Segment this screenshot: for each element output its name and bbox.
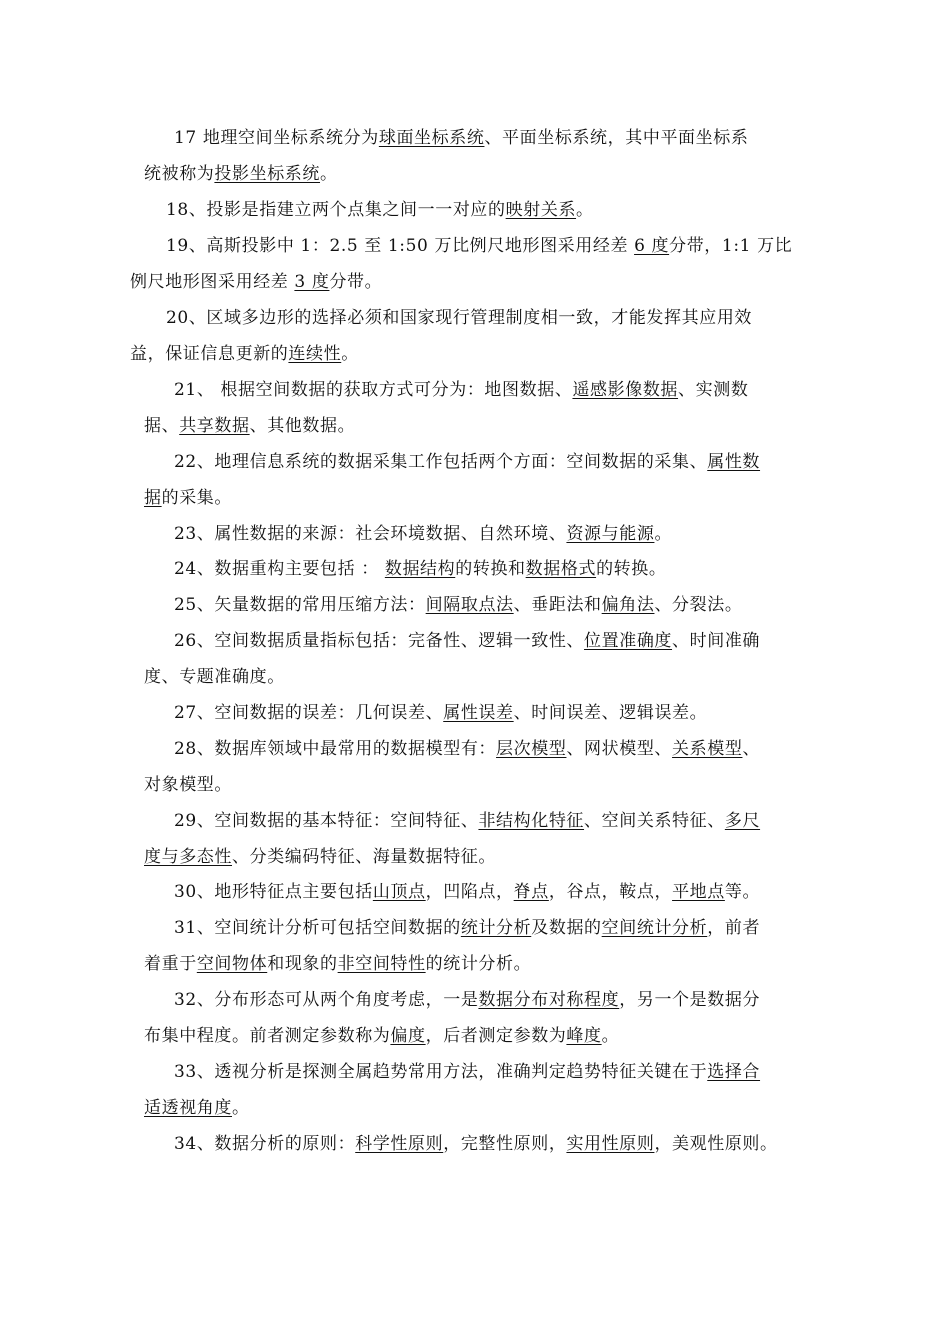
text-line [174, 803, 760, 839]
question-text: 21、 根据空间数据的获取方式可分为：地图数据、 [174, 380, 573, 400]
question-text: 27、空间数据的误差：几何误差、 [174, 703, 444, 723]
text-line [144, 1090, 250, 1126]
answer-blank: 平地点 [672, 882, 725, 902]
answer-blank: 属性数 [707, 452, 761, 472]
question-text: 、时间误差、逻辑误差。 [513, 703, 708, 723]
text-line [144, 659, 285, 695]
question-text: 。 [341, 344, 359, 364]
question-text: 、空间关系特征、 [584, 811, 725, 831]
text-line [174, 551, 666, 587]
question-text: 、 [742, 739, 761, 759]
answer-blank: 峰度 [566, 1026, 602, 1046]
question-text: 统被称为 [144, 164, 215, 184]
answer-blank: 多尺 [724, 811, 761, 831]
answer-blank: 选择合 [707, 1062, 761, 1082]
question-text: 、网状模型、 [566, 739, 673, 759]
question-text: 及数据的 [531, 918, 602, 938]
text-line [174, 1054, 760, 1090]
question-text: 、分类编码特征、海量数据特征。 [232, 847, 496, 867]
question-text: 布集中程度。前者测定参数称为 [144, 1026, 391, 1046]
question-text: 。 [320, 164, 338, 184]
answer-blank: 据 [144, 488, 162, 508]
question-text: 、其他数据。 [249, 416, 356, 436]
question-text: 。 [601, 1026, 620, 1046]
question-text: 、平面坐标系统，其中平面坐标系 [484, 128, 749, 148]
question-text: 31、空间统计分析可包括空间数据的 [174, 918, 461, 938]
question-text: 和现象的 [267, 954, 338, 974]
question-text: 29、空间数据的基本特征：空间特征、 [174, 811, 479, 831]
answer-blank: 层次模型 [496, 739, 567, 759]
answer-blank: 非结构化特征 [478, 811, 585, 831]
answer-blank: 位置准确度 [584, 631, 673, 651]
text-line [174, 120, 748, 156]
answer-blank: 适透视角度 [144, 1098, 232, 1118]
question-text: 23、属性数据的来源：社会环境数据、自然环境、 [174, 524, 567, 544]
question-text: 益，保证信息更新的 [130, 344, 289, 364]
question-text: 34、数据分析的原则： [174, 1134, 356, 1154]
answer-blank: 属性误差 [443, 703, 514, 723]
answer-blank: 偏度 [390, 1026, 426, 1046]
question-text: ，另一个是数据分 [619, 990, 761, 1010]
text-line [166, 300, 752, 336]
answer-blank: 映射关系 [505, 200, 577, 220]
answer-blank: 统计分析 [460, 918, 532, 938]
question-text: 33、透视分析是探测全属趋势常用方法，准确判定趋势特征关键在于 [174, 1062, 708, 1082]
answer-blank: 连续性 [288, 344, 342, 364]
text-line [144, 480, 232, 516]
text-line [166, 228, 792, 264]
question-text: 、垂距法和 [513, 595, 602, 615]
question-text: ，美观性原则。 [654, 1134, 778, 1154]
question-text: 着重于 [144, 954, 197, 974]
text-line [174, 444, 760, 480]
question-text: 24、数据重构主要包括 ： [174, 559, 385, 579]
text-line [144, 408, 355, 444]
answer-blank: 数据格式 [525, 559, 597, 579]
answer-blank: 遥感影像数据 [572, 380, 679, 400]
answer-blank: 6 度 [634, 236, 670, 256]
text-line [174, 587, 742, 623]
text-line [174, 695, 707, 731]
question-text: 据、 [144, 416, 180, 436]
question-text: 例尺地形图采用经差 [130, 272, 295, 292]
text-line [174, 910, 760, 946]
answer-blank: 山顶点 [372, 882, 426, 902]
question-text: 32、分布形态可从两个角度考虑，一是 [174, 990, 479, 1010]
question-text: 。 [654, 524, 673, 544]
question-text: 18、投影是指建立两个点集之间一一对应的 [166, 200, 506, 220]
question-text: 、时间准确 [672, 631, 761, 651]
question-text: ，凹陷点， [425, 882, 514, 902]
answer-blank: 资源与能源 [566, 524, 655, 544]
question-text: 的转换。 [596, 559, 667, 579]
question-text: 对象模型。 [144, 775, 232, 795]
question-text: ，前者 [707, 918, 761, 938]
text-line [174, 1126, 778, 1162]
question-text: 28、数据库领域中最常用的数据模型有： [174, 739, 497, 759]
answer-blank: 数据分布对称程度 [478, 990, 620, 1010]
text-line [174, 982, 760, 1018]
answer-blank: 空间统计分析 [601, 918, 708, 938]
question-text: ，谷点，鞍点， [548, 882, 673, 902]
answer-blank: 数据结构 [384, 559, 456, 579]
text-line [130, 264, 382, 300]
answer-blank: 实用性原则 [566, 1134, 655, 1154]
question-text: 、分裂法。 [654, 595, 743, 615]
text-line [174, 516, 672, 552]
question-text: 的统计分析。 [425, 954, 532, 974]
question-text: 26、空间数据质量指标包括：完备性、逻辑一致性、 [174, 631, 585, 651]
text-line [144, 1018, 619, 1054]
question-text: 分带，1:1 万比 [669, 236, 793, 256]
question-text: ，完整性原则， [443, 1134, 567, 1154]
text-line [144, 839, 496, 875]
answer-blank: 间隔取点法 [425, 595, 514, 615]
question-text: 分带。 [329, 272, 383, 292]
question-text: 17 地理空间坐标系统分为 [174, 128, 379, 148]
answer-blank: 科学性原则 [355, 1134, 444, 1154]
answer-blank: 非空间特性 [337, 954, 426, 974]
question-text: 25、矢量数据的常用压缩方法： [174, 595, 426, 615]
answer-blank: 共享数据 [179, 416, 250, 436]
text-line [144, 946, 531, 982]
answer-blank: 关系模型 [672, 739, 743, 759]
text-line [130, 336, 359, 372]
question-text: 、实测数 [678, 380, 749, 400]
question-text: ，后者测定参数为 [425, 1026, 567, 1046]
text-line [174, 874, 760, 910]
answer-blank: 投影坐标系统 [214, 164, 321, 184]
text-line [166, 192, 594, 228]
answer-blank: 3 度 [294, 272, 330, 292]
question-text: 。 [576, 200, 594, 220]
text-line [144, 767, 232, 803]
question-text: 等。 [724, 882, 761, 902]
question-text: 30、地形特征点主要包括 [174, 882, 373, 902]
answer-blank: 度与多态性 [144, 847, 232, 867]
question-text: 19、高斯投影中 1：2.5 至 1:50 万比例尺地形图采用经差 [166, 236, 635, 256]
answer-blank: 球面坐标系统 [378, 128, 485, 148]
question-text: 度、专题准确度。 [144, 667, 285, 687]
question-text: 20、区域多边形的选择必须和国家现行管理制度相一致，才能发挥其应用效 [166, 308, 753, 328]
text-line [174, 731, 760, 767]
text-line [144, 156, 338, 192]
answer-blank: 脊点 [513, 882, 549, 902]
question-text: 的采集。 [161, 488, 233, 508]
question-text: 22、地理信息系统的数据采集工作包括两个方面：空间数据的采集、 [174, 452, 708, 472]
question-text: 。 [232, 1098, 250, 1118]
text-line [174, 372, 748, 408]
text-line [174, 623, 760, 659]
answer-blank: 偏角法 [601, 595, 655, 615]
question-text: 的转换和 [455, 559, 526, 579]
answer-blank: 空间物体 [196, 954, 268, 974]
